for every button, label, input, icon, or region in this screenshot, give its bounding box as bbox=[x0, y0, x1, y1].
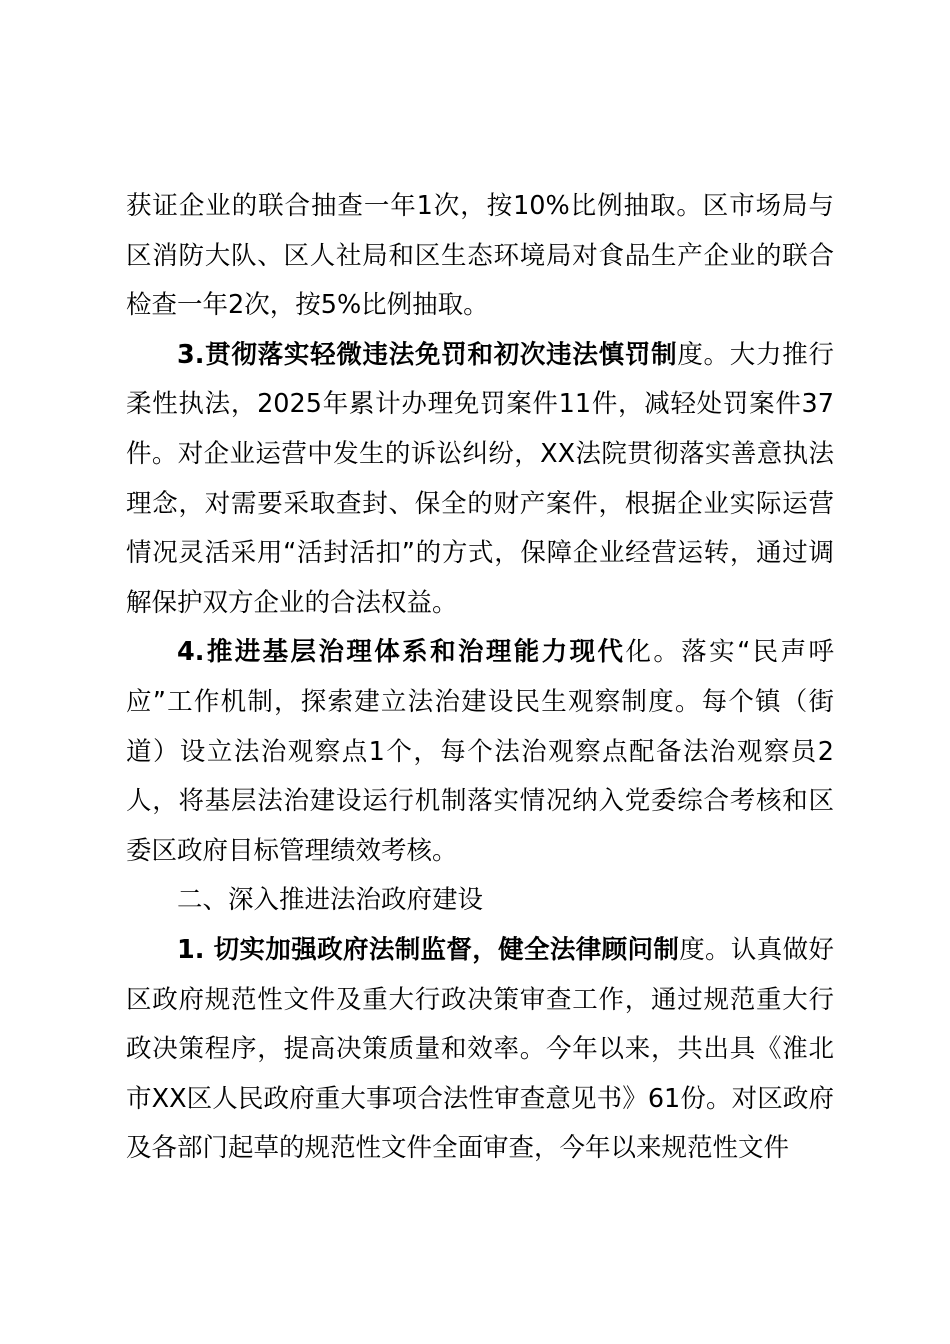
paragraph-joint-inspection bbox=[126, 182, 834, 331]
paragraph-lenient-penalty bbox=[126, 331, 834, 629]
paragraph-text: 化。落实“民声呼应”工作机制，探索建立法治建设民生观察制度。每个镇（街道）设立法治观察点1个，每个法治观察点配备法治观察员2人，将基层法治建设运行机制落实情况纳入党委综合考核和区委区政府目标管理绩效考核。 bbox=[126, 637, 834, 866]
paragraph-text: 获证企业的联合抽查一年1次，按10%比例抽取。区市场局与区消防大队、区人社局和区生态环境局对食品生产企业的联合检查一年2次，按5%比例抽取。 bbox=[126, 191, 834, 321]
section-heading-rule-of-law-government bbox=[126, 876, 834, 926]
paragraph-text: 度。大力推行柔性执法，2025年累计办理免罚案件11件，减轻处罚案件37件。对企业运营中发生的诉讼纠纷，XX法院贯彻落实善意执法理念，对需要采取查封、保全的财产案件，根据企业实际运营情况灵活采用“活封活扣”的方式，保障企业经营运转，通过调解保护双方企业的合法权益。 bbox=[126, 339, 834, 618]
paragraph-grassroots-governance bbox=[126, 628, 834, 876]
paragraph-text: 度。认真做好区政府规范性文件及重大行政决策审查工作，通过规范重大行政决策程序，提高决策质量和效率。今年以来，共出具《淮北市XX区人民政府重大事项合法性审查意见书》61份。对区政府及各部门起草的规范性文件全面审查，今年以来规范性文件 bbox=[126, 934, 834, 1164]
section-heading-text: 二、深入推进法治政府建设 bbox=[177, 885, 484, 916]
paragraph-heading: 4.推进基层治理体系和治理能力现代 bbox=[177, 637, 626, 668]
paragraph-legal-supervision bbox=[126, 926, 834, 1174]
paragraph-heading: 3.贯彻落实轻微违法免罚和初次违法慎罚制 bbox=[177, 339, 678, 370]
paragraph-heading: 1. 切实加强政府法制监督，健全法律顾问制 bbox=[177, 934, 680, 965]
document-body bbox=[126, 182, 834, 1174]
